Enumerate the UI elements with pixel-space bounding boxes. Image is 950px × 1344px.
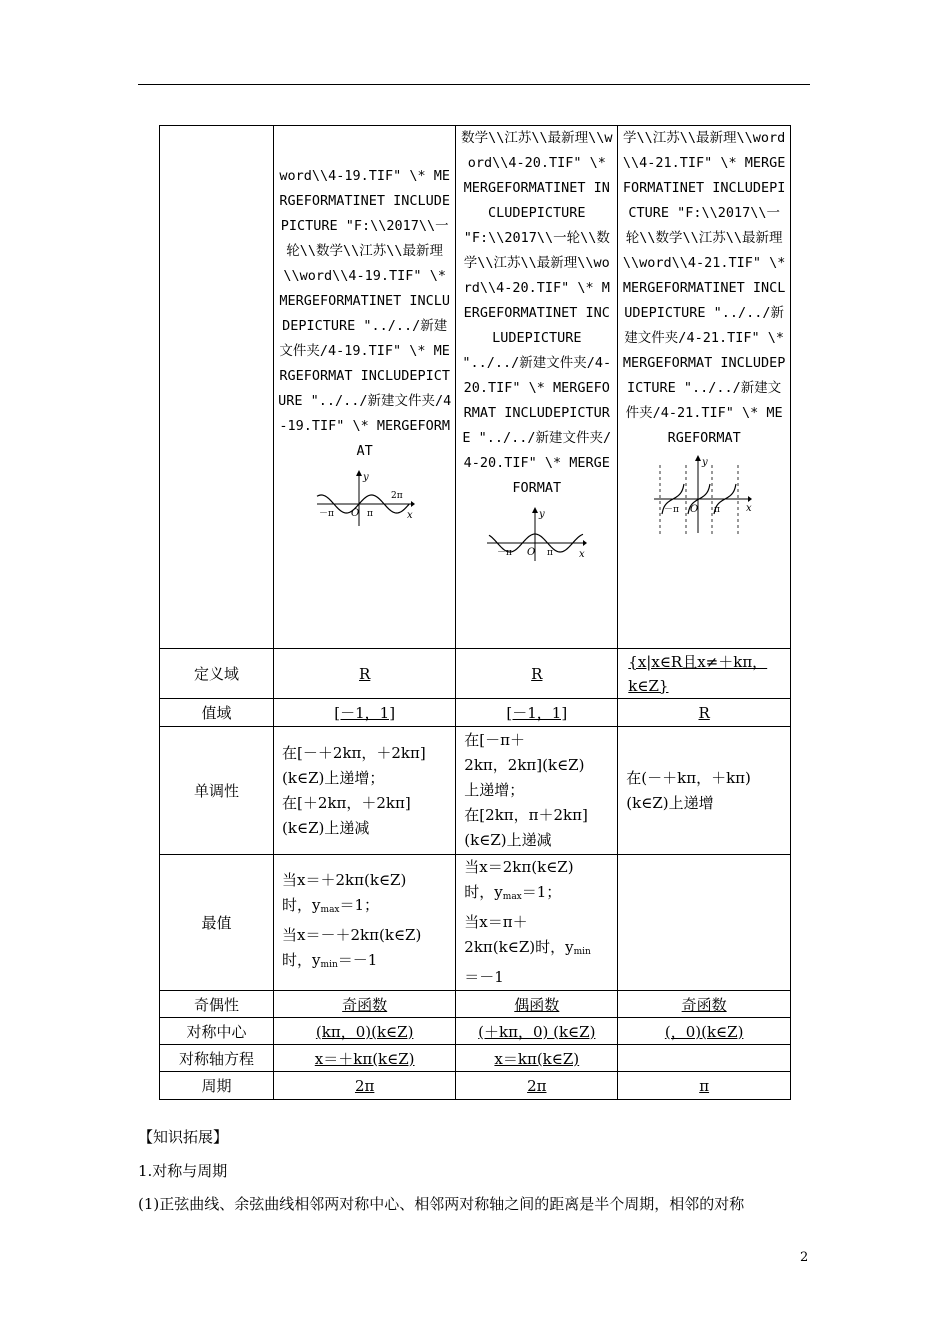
- section-title: 【知识拓展】: [138, 1128, 229, 1146]
- extremum-row: [160, 855, 791, 991]
- cos-image-field-code: 数学\\江苏\\最新理\\word\\4-20.TIF" \* MERGEFORMATINET INCLUDEPICTURE "F:\\2017\\一轮\\数学\\江苏\\最新理\\word\\4-20.TIF" \* MERGEFORMATINET INCLUDEPICTURE "../../新建文件夹/4-20.TIF" \* MERGEFORMAT INCLUDEPICTURE "../../新建文件夹/4-20.TIF" \* MERGEFORMAT: [461, 130, 615, 496]
- axis-row: [160, 1045, 791, 1072]
- sin-image-field-code: word\\4-19.TIF" \* MERGEFORMATINET INCLUDEPICTURE "F:\\2017\\一轮\\数学\\江苏\\最新理\\word\\4-19.TIF" \* MERGEFORMATINET INCLUDEPICTURE "../../新建文件夹/4-19.TIF" \* MERGEFORMAT INCLUDEPICTURE "../../新建文件夹/4-19.TIF" \* MERGEFORMAT: [278, 168, 455, 459]
- x-axis-label: x: [406, 510, 413, 521]
- cos-range: [－1，1]: [506, 704, 568, 722]
- sin-range: [－1，1]: [334, 704, 396, 722]
- pi-label: π: [546, 548, 553, 558]
- sin-domain: R: [359, 664, 371, 683]
- cos-monotonicity: 在[－π＋ 2kπ，2kπ](k∈Z) 上递增； 在[2kπ，π＋2kπ] (k∈Z)上递减: [456, 727, 618, 855]
- tan-center: (，0)(k∈Z): [664, 1022, 744, 1041]
- sin-extremum: 当x＝＋2kπ(k∈Z) 时，$y_{max}=1$； 当x＝－＋2kπ(k∈Z) 时，$y_{min}=-1$: [274, 855, 456, 991]
- item-symmetry-period: 1.对称与周期: [138, 1162, 228, 1180]
- item-symmetry-period-sub: (1)正弦曲线、余弦曲线相邻两对称中心、相邻两对称轴之间的距离是半个周期，相邻的对称: [138, 1195, 745, 1213]
- parity-row: [160, 991, 791, 1018]
- neg-pi-label: －π: [318, 509, 334, 519]
- tan-parity: 奇函数: [681, 995, 727, 1014]
- tan-extremum: [618, 855, 791, 991]
- range-row: [160, 699, 791, 727]
- pi-label: π: [714, 505, 721, 515]
- parity-label: 奇偶性: [160, 991, 274, 1018]
- tan-image-field-code: 学\\江苏\\最新理\\word\\4-21.TIF" \* MERGEFORMATINET INCLUDEPICTURE "F:\\2017\\一轮\\数学\\江苏\\最新理\\word\\4-21.TIF" \* MERGEFORMATINET INCLUDEPICTURE "../../新建文件夹/4-21.TIF" \* MERGEFORMAT INCLUDEPICTURE "../../新建文件夹/4-21.TIF" \* MERGEFORMAT: [622, 130, 794, 446]
- center-label: 对称中心: [160, 1018, 274, 1045]
- sin-axis: x＝＋kπ(k∈Z): [314, 1049, 415, 1068]
- tan-range: R: [698, 703, 710, 722]
- x-axis-label: x: [746, 503, 752, 514]
- domain-row: [160, 649, 791, 699]
- two-pi-label: 2π: [390, 491, 403, 501]
- trig-properties-table: [159, 125, 794, 1100]
- cos-graph-cell: [456, 126, 618, 649]
- cos-parity: 偶函数: [514, 995, 560, 1014]
- y-axis-label: y: [702, 457, 708, 468]
- origin-label: O: [350, 508, 359, 519]
- cos-extremum: 当x＝2kπ(k∈Z) 时，$y_{max}=1$； 当x＝π＋ 2kπ(k∈Z)时，$y_{min}$ ＝－1: [456, 855, 618, 991]
- tan-monotonicity: 在(－＋kπ，＋kπ) (k∈Z)上递增: [618, 727, 791, 855]
- monotonicity-row: [160, 727, 791, 855]
- neg-pi-label: －π: [496, 548, 512, 558]
- origin-label: O: [690, 504, 699, 515]
- cos-axis: x＝kπ(k∈Z): [494, 1049, 580, 1068]
- header-rule: [138, 84, 810, 85]
- graph-row-label: [160, 126, 274, 649]
- axis-label: 对称轴方程: [160, 1045, 274, 1072]
- extremum-label: 最值: [160, 855, 274, 991]
- sin-graph: [315, 470, 415, 528]
- period-row: [160, 1072, 791, 1100]
- tan-domain: {x|x∈R且x≠＋kπ，k∈Z}: [628, 652, 768, 695]
- tan-period: π: [699, 1076, 710, 1095]
- x-axis-label: x: [578, 549, 585, 560]
- cos-period: 2π: [527, 1076, 547, 1095]
- monotonicity-label: 单调性: [160, 727, 274, 855]
- page-number: 2: [800, 1250, 809, 1265]
- sin-period: 2π: [354, 1076, 375, 1095]
- origin-label: O: [526, 547, 535, 558]
- sin-parity: 奇函数: [342, 995, 388, 1014]
- range-label: 值域: [160, 699, 274, 727]
- tan-graph-cell: [618, 126, 794, 649]
- tan-graph: [652, 455, 756, 535]
- cos-center: (＋kπ，0) (k∈Z): [478, 1022, 596, 1041]
- cos-graph: [485, 507, 589, 563]
- y-axis-label: y: [362, 472, 369, 483]
- neg-pi-label: －π: [664, 505, 680, 515]
- graph-row: [160, 126, 791, 649]
- sin-graph-cell: [274, 126, 456, 649]
- sin-center: (kπ，0)(k∈Z): [315, 1022, 414, 1041]
- y-axis-label: y: [538, 509, 545, 520]
- pi-label: π: [366, 509, 373, 519]
- period-label: 周期: [160, 1072, 274, 1100]
- cos-domain: R: [531, 664, 543, 683]
- domain-label: 定义域: [160, 649, 274, 699]
- center-row: [160, 1018, 791, 1045]
- sin-monotonicity: 在[－＋2kπ，＋2kπ] (k∈Z)上递增； 在[＋2kπ，＋2kπ] (k∈Z)上递减: [274, 727, 456, 855]
